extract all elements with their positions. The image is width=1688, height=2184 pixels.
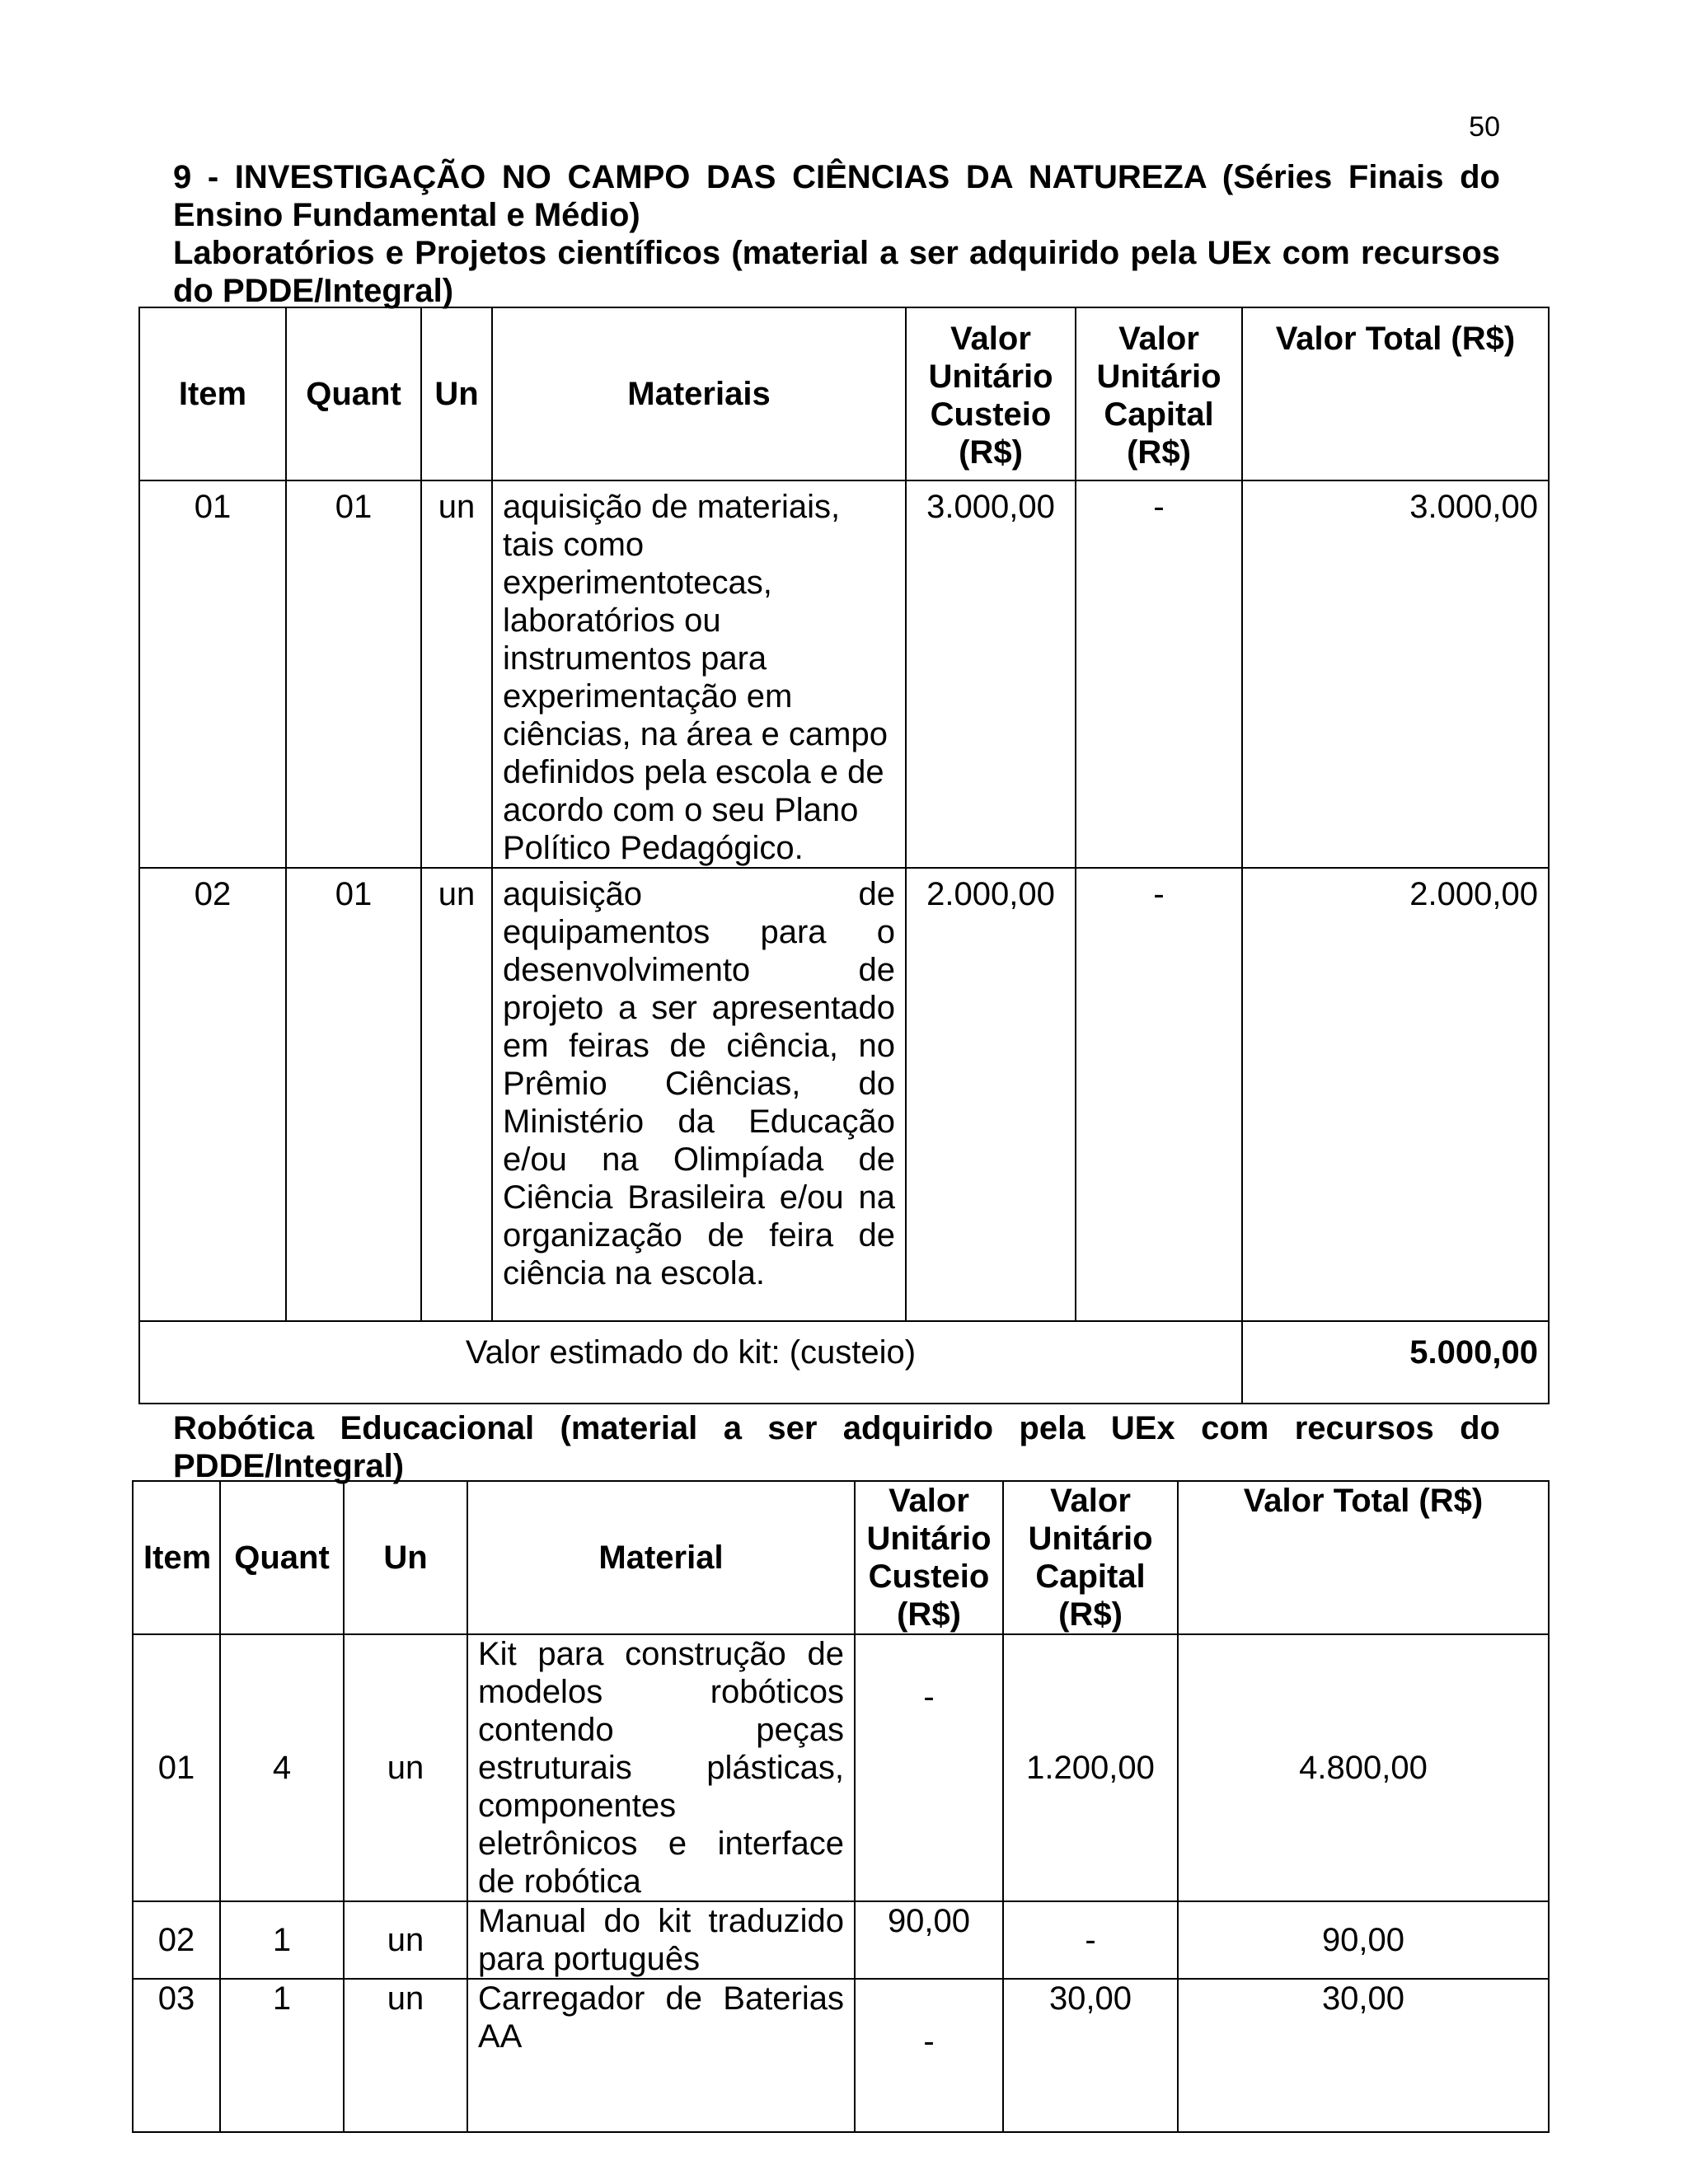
header-materiais: Materiais <box>492 307 906 480</box>
table-row <box>133 1634 1549 1901</box>
labs-materials-table <box>138 307 1550 1404</box>
header-unit-capital: Valor Unitário Capital (R$) <box>1076 307 1242 480</box>
header-unit-custeio: Valor Unitário Custeio (R$) <box>855 1481 1003 1634</box>
cell-capital: - <box>1076 480 1242 868</box>
cell-material: Manual do kit traduzido para português <box>467 1901 855 1979</box>
cell-capital: 30,00 <box>1003 1979 1178 2132</box>
header-item: Item <box>139 307 286 480</box>
cell-capital: - <box>1003 1901 1178 1979</box>
header-un: Un <box>344 1481 467 1634</box>
cell-un: un <box>344 1979 467 2132</box>
header-quant: Quant <box>220 1481 344 1634</box>
header-quant: Quant <box>286 307 421 480</box>
cell-custeio: - <box>855 1979 1003 2132</box>
subsection-title-labs: Laboratórios e Projetos científicos (material a ser adquirido pela UEx com recursos do PDDE/Integral) <box>173 235 1500 309</box>
table-row <box>133 1901 1549 1979</box>
cell-material: aquisição de equipamentos para o desenvolvimento de projeto a ser apresentado em feiras de ciência, no Prêmio Ciências, do Ministério da Educação e/ou na Olimpíada de Ciência Brasileira e/ou na organização de feira de ciência na escola. <box>492 868 906 1321</box>
header-material: Material <box>467 1481 855 1634</box>
cell-capital: 1.200,00 <box>1003 1634 1178 1901</box>
cell-total: 3.000,00 <box>1242 480 1549 868</box>
cell-total: 30,00 <box>1178 1979 1549 2132</box>
section-title: 9 - INVESTIGAÇÃO NO CAMPO DAS CIÊNCIAS DA NATUREZA (Séries Finais do Ensino Fundamental e Médio) <box>173 159 1500 233</box>
page-number: 50 <box>1469 111 1500 143</box>
subsection-title-robotics: Robótica Educacional (material a ser adquirido pela UEx com recursos do PDDE/Integral) <box>173 1410 1500 1484</box>
cell-capital: - <box>1076 868 1242 1321</box>
cell-quant: 1 <box>220 1901 344 1979</box>
cell-quant: 01 <box>286 868 421 1321</box>
header-unit-custeio: Valor Unitário Custeio (R$) <box>906 307 1076 480</box>
table-row <box>133 1979 1549 2132</box>
header-total: Valor Total (R$) <box>1178 1481 1549 1634</box>
cell-item: 01 <box>133 1634 220 1901</box>
cell-material: Kit para construção de modelos robóticos contendo peças estruturais plásticas, componentes eletrônicos e interface de robótica <box>467 1634 855 1901</box>
cell-quant: 01 <box>286 480 421 868</box>
cell-custeio: 2.000,00 <box>906 868 1076 1321</box>
header-unit-capital: Valor Unitário Capital (R$) <box>1003 1481 1178 1634</box>
cell-item: 01 <box>139 480 286 868</box>
cell-custeio: 90,00 <box>855 1901 1003 1979</box>
kit-estimate-label: Valor estimado do kit: (custeio) <box>139 1321 1242 1404</box>
kit-estimate-value: 5.000,00 <box>1242 1321 1549 1404</box>
header-item: Item <box>133 1481 220 1634</box>
cell-quant: 4 <box>220 1634 344 1901</box>
cell-un: un <box>344 1901 467 1979</box>
cell-item: 02 <box>139 868 286 1321</box>
table-total-row <box>139 1321 1549 1404</box>
table-header-row <box>139 307 1549 480</box>
header-un: Un <box>421 307 492 480</box>
cell-custeio: - <box>855 1634 1003 1901</box>
cell-total: 4.800,00 <box>1178 1634 1549 1901</box>
table-header-row <box>133 1481 1549 1634</box>
header-total: Valor Total (R$) <box>1242 307 1549 480</box>
robotics-materials-table <box>132 1480 1550 2133</box>
cell-custeio: 3.000,00 <box>906 480 1076 868</box>
cell-un: un <box>421 480 492 868</box>
cell-un: un <box>344 1634 467 1901</box>
cell-item: 02 <box>133 1901 220 1979</box>
cell-un: un <box>421 868 492 1321</box>
cell-item: 03 <box>133 1979 220 2132</box>
cell-material: aquisição de materiais, tais como experimentotecas, laboratórios ou instrumentos para experimentação em ciências, na área e campo definidos pela escola e de acordo com o seu Plano Político Pedagógico. <box>492 480 906 868</box>
table-row <box>139 480 1549 868</box>
table-row <box>139 868 1549 1321</box>
cell-total: 2.000,00 <box>1242 868 1549 1321</box>
cell-quant: 1 <box>220 1979 344 2132</box>
cell-total: 90,00 <box>1178 1901 1549 1979</box>
cell-material: Carregador de Baterias AA <box>467 1979 855 2132</box>
